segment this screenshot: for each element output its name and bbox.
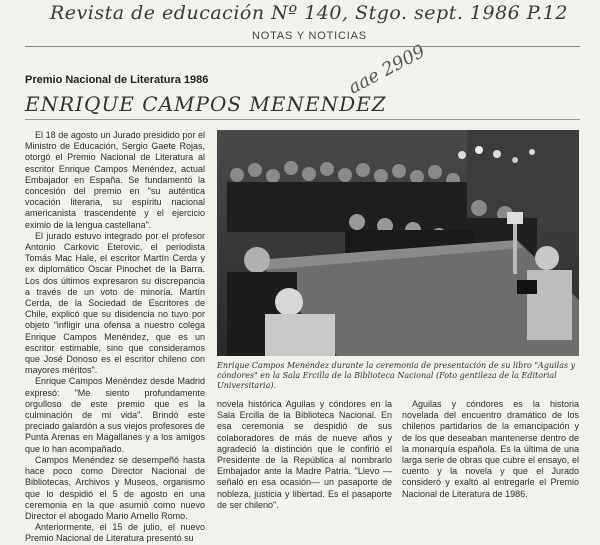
- paragraph: El jurado estuvo integrado por el profesor Antonio Carkovic Eterovic, el periodista Tomás Mac Hale, el escritor Martín Cerda y ex diplomático Oscar Pinochet de la Barra. Los dos últimos expresaron su discrepancia a través de un voto de minoría. Martín Cerda, de la Sociedad de Escritores de Chile, explicó que su disidencia no tuvo por objeto "infligir una ofensa a nuestro colega Enrique Campos Menéndez, que es un escritor estimable, sino que consideramos que José Donoso es el escritor chileno con mayores méritos".: [25, 230, 205, 376]
- paragraph: Aguilas y cóndores es la historia novelada del encuentro dramático de los chilenos partidarios de la emancipación y de los que deseaban mantenerse dentro de la monarquía española. Es la última de una larga serie de obras que cubre el ensayo, el cuento y la novela y que el Jurado consideró y exaltó al entregarle el Premio Nacional de Literatura de 1986.: [402, 399, 579, 499]
- handwritten-source-note: Revista de educación Nº 140, Stgo. sept. 1986 P.12: [50, 2, 568, 24]
- handwritten-catalog-number: aae 2909: [345, 40, 429, 99]
- body-column-1: [25, 130, 205, 545]
- body-column-2: [217, 399, 392, 511]
- headline-divider: [25, 119, 580, 120]
- article-headline: ENRIQUE CAMPOS MENENDEZ: [25, 92, 387, 116]
- paragraph: novela histórica Aguilas y cóndores en la Sala Ercilla de la Biblioteca Nacional. En esa ceremonia se despidió de sus colaboradores de más de nueve años y agradeció la distinción que le confirió el Presidente de la República al nombrarlo Embajador ante la Madre Patria. "Llevo —señaló en esa ocasión— un pasaporte de nobleza, justicia y libertad. Es el pasaporte de ser chileno".: [217, 399, 392, 510]
- paragraph: Anteriormente, el 15 de julio, el nuevo Premio Nacional de Literatura presentó su: [25, 522, 205, 544]
- photo-caption: Enrique Campos Menéndez durante la ceremonia de presentación de su libro "Aguilas y cóndores" en la Sala Ercilla de la Biblioteca Nacional (Foto gentileza de la Editorial Universitaria).: [217, 361, 576, 390]
- article-kicker: Premio Nacional de Literatura 1986: [25, 74, 209, 86]
- ceremony-photo-illustration: [217, 130, 579, 356]
- section-label: NOTAS Y NOTICIAS: [252, 30, 367, 42]
- ceremony-photo: [217, 130, 579, 356]
- paragraph: Campos Menéndez se desempeñó hasta hace poco como Director Nacional de Bibliotecas, Archivos y Museos, organismo que lo despidió el 5 de agosto en una ceremonia en la que asumió como nuevo Director el abogado Mario Arnello Romo.: [25, 454, 205, 521]
- paragraph: Enrique Campos Menéndez desde Madrid expresó: "Me siento profundamente orgulloso de este premio que es la culminación de mi vida". Brindó este preciado galardón a sus viejos profesores de Punta Arenas en Magallanes y a los amigos que lo han acompañado.: [25, 376, 205, 454]
- body-column-3: [402, 399, 579, 500]
- top-divider: [25, 46, 580, 47]
- paragraph: El 18 de agosto un Jurado presidido por el Ministro de Educación, Sergio Gaete Rojas, otorgó el Premio Nacional de Literatura al escritor Enrique Campos Menéndez, actual Embajador en España. Se fundamentó la concesión del premio en "su auténtica vocación literaria, su espíritu nacional americanista trascendente y el ejercicio eximio de la lengua castellana".: [25, 130, 205, 230]
